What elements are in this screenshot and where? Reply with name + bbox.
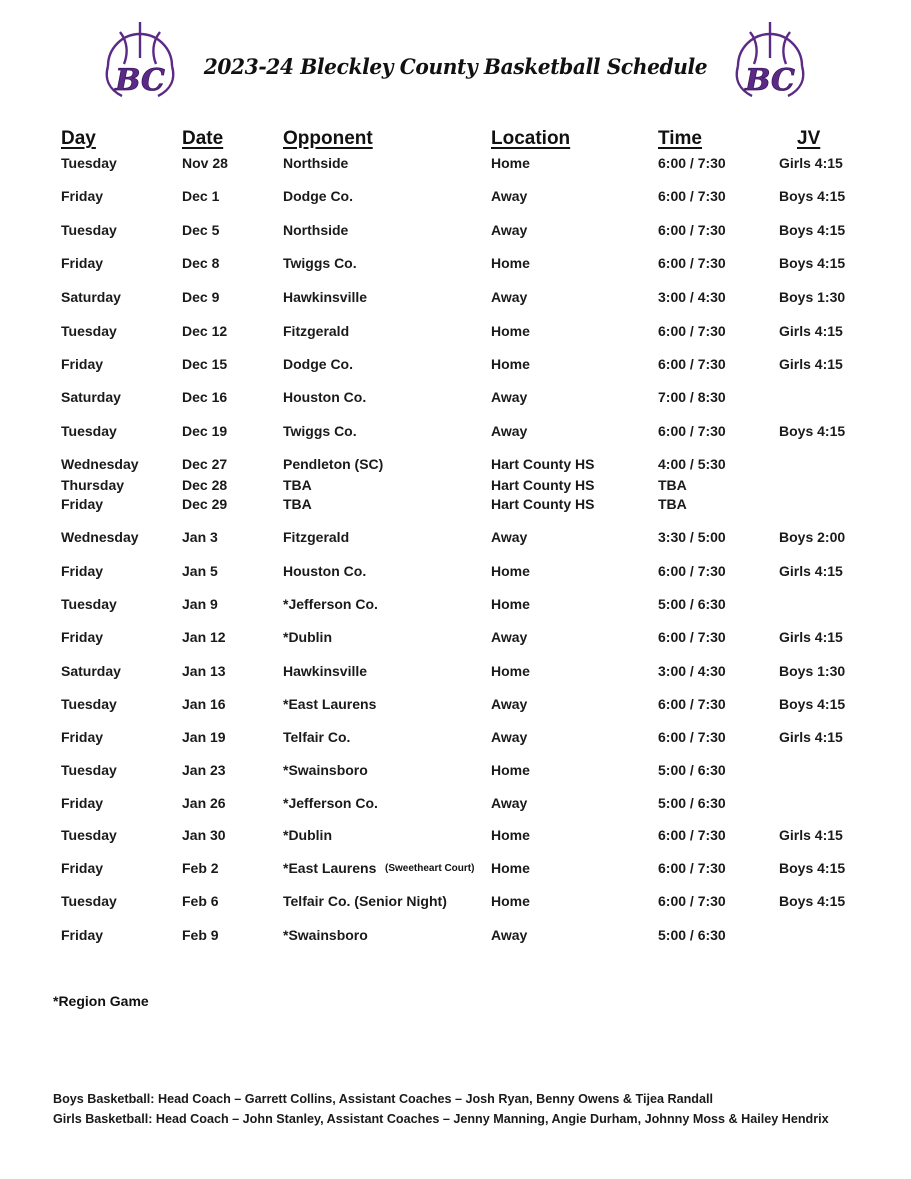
day-cell: Tuesday — [61, 423, 117, 439]
opponent-cell: *Jefferson Co. — [283, 596, 378, 612]
day-cell: Friday — [61, 729, 104, 745]
time-cell: 5:00 / 6:30 — [658, 795, 726, 811]
opponent-cell: Houston Co. — [283, 563, 367, 579]
time-cell: 7:00 / 8:30 — [658, 389, 726, 405]
opponent-cell: Dodge Co. — [283, 188, 353, 204]
day-cell: Wednesday — [61, 456, 139, 472]
column-header-time: Time — [658, 128, 703, 149]
date-cell: Dec 29 — [182, 496, 228, 512]
time-cell: 3:00 / 4:30 — [658, 289, 726, 305]
date-cell: Jan 19 — [182, 729, 226, 745]
date-cell: Dec 9 — [182, 289, 220, 305]
date-cell: Nov 28 — [182, 155, 228, 171]
date-cell: Jan 23 — [182, 762, 226, 778]
location-cell: Home — [491, 762, 530, 778]
opponent-cell: Northside — [283, 155, 349, 171]
table-row — [0, 389, 911, 409]
table-row — [0, 696, 911, 716]
opponent-cell: *East Laurens — [283, 860, 377, 876]
table-row — [0, 663, 911, 683]
opponent-cell: Telfair Co. (Senior Night) — [283, 893, 447, 909]
day-cell: Friday — [61, 860, 104, 876]
table-row — [0, 323, 911, 343]
time-cell: 6:00 / 7:30 — [658, 729, 726, 745]
jv-cell: Boys 4:15 — [779, 188, 846, 204]
time-cell: 6:00 / 7:30 — [658, 155, 726, 171]
boys-coaches-line: Boys Basketball: Head Coach – Garrett Collins, Assistant Coaches – Josh Ryan, Benny Owens & Tijea Randall — [53, 1092, 713, 1106]
location-cell: Hart County HS — [491, 456, 595, 472]
time-cell: 5:00 / 6:30 — [658, 596, 726, 612]
location-cell: Away — [491, 423, 528, 439]
opponent-cell: Hawkinsville — [283, 289, 368, 305]
date-cell: Jan 12 — [182, 629, 226, 645]
time-cell: 3:30 / 5:00 — [658, 529, 726, 545]
time-cell: 6:00 / 7:30 — [658, 827, 726, 843]
location-cell: Home — [491, 860, 530, 876]
table-row — [0, 827, 911, 847]
opponent-cell: Twiggs Co. — [283, 255, 357, 271]
opponent-cell: Hawkinsville — [283, 663, 368, 679]
time-cell: 6:00 / 7:30 — [658, 323, 726, 339]
day-cell: Tuesday — [61, 155, 117, 171]
column-header-day: Day — [61, 128, 96, 149]
table-row — [0, 795, 911, 815]
date-cell: Dec 28 — [182, 477, 228, 493]
day-cell: Thursday — [61, 477, 125, 493]
location-cell: Away — [491, 629, 528, 645]
jv-cell: Boys 1:30 — [779, 663, 846, 679]
location-cell: Away — [491, 696, 528, 712]
jv-cell: Girls 4:15 — [779, 729, 843, 745]
table-row — [0, 596, 911, 616]
table-row — [0, 629, 911, 649]
time-cell: 4:00 / 5:30 — [658, 456, 726, 472]
date-cell: Dec 12 — [182, 323, 228, 339]
table-row — [0, 477, 911, 497]
opponent-cell: Dodge Co. — [283, 356, 353, 372]
date-cell: Jan 5 — [182, 563, 218, 579]
jv-cell: Girls 4:15 — [779, 155, 843, 171]
date-cell: Dec 16 — [182, 389, 228, 405]
jv-cell: Girls 4:15 — [779, 323, 843, 339]
location-cell: Away — [491, 289, 528, 305]
opponent-cell: Pendleton (SC) — [283, 456, 384, 472]
location-cell: Hart County HS — [491, 496, 595, 512]
opponent-cell: *Jefferson Co. — [283, 795, 378, 811]
page-title: 2023-24 Bleckley County Basketball Schedule — [203, 54, 708, 79]
table-row — [0, 860, 911, 880]
table-row — [0, 927, 911, 947]
date-cell: Jan 3 — [182, 529, 218, 545]
time-cell: 6:00 / 7:30 — [658, 563, 726, 579]
logo-text: BC — [745, 63, 795, 98]
location-cell: Home — [491, 663, 530, 679]
jv-cell: Girls 4:15 — [779, 563, 843, 579]
column-header-opponent: Opponent — [283, 128, 373, 149]
date-cell: Jan 9 — [182, 596, 218, 612]
location-cell: Away — [491, 729, 528, 745]
location-cell: Home — [491, 356, 530, 372]
opponent-cell: *East Laurens — [283, 696, 377, 712]
day-cell: Tuesday — [61, 222, 117, 238]
day-cell: Saturday — [61, 289, 121, 305]
time-cell: 6:00 / 7:30 — [658, 188, 726, 204]
time-cell: 6:00 / 7:30 — [658, 222, 726, 238]
day-cell: Tuesday — [61, 827, 117, 843]
date-cell: Dec 5 — [182, 222, 220, 238]
location-cell: Home — [491, 323, 530, 339]
table-row — [0, 222, 911, 242]
date-cell: Dec 15 — [182, 356, 228, 372]
jv-cell: Girls 4:15 — [779, 356, 843, 372]
day-cell: Friday — [61, 629, 104, 645]
time-cell: 6:00 / 7:30 — [658, 423, 726, 439]
opponent-cell: Twiggs Co. — [283, 423, 357, 439]
table-row — [0, 255, 911, 275]
jv-cell: Boys 4:15 — [779, 222, 846, 238]
table-row — [0, 563, 911, 583]
table-row — [0, 423, 911, 443]
jv-cell: Girls 4:15 — [779, 827, 843, 843]
time-cell: 3:00 / 4:30 — [658, 663, 726, 679]
day-cell: Friday — [61, 563, 104, 579]
jv-cell: Boys 4:15 — [779, 255, 846, 271]
time-cell: TBA — [658, 496, 687, 512]
opponent-cell: *Dublin — [283, 629, 332, 645]
day-cell: Tuesday — [61, 762, 117, 778]
location-cell: Home — [491, 563, 530, 579]
date-cell: Feb 6 — [182, 893, 219, 909]
day-cell: Tuesday — [61, 596, 117, 612]
jv-cell: Boys 1:30 — [779, 289, 846, 305]
location-cell: Home — [491, 255, 530, 271]
date-cell: Jan 16 — [182, 696, 226, 712]
region-game-footnote: *Region Game — [53, 993, 149, 1009]
opponent-cell: Fitzgerald — [283, 323, 350, 339]
location-cell: Away — [491, 529, 528, 545]
table-row — [0, 496, 911, 516]
day-cell: Tuesday — [61, 323, 117, 339]
jv-cell: Boys 4:15 — [779, 860, 846, 876]
day-cell: Wednesday — [61, 529, 139, 545]
logo-text: BC — [115, 63, 165, 98]
date-cell: Dec 27 — [182, 456, 228, 472]
column-header-jv: JV — [797, 128, 821, 149]
table-row — [0, 289, 911, 309]
column-header-date: Date — [182, 128, 224, 149]
time-cell: 6:00 / 7:30 — [658, 893, 726, 909]
table-row — [0, 456, 911, 476]
day-cell: Friday — [61, 927, 104, 943]
time-cell: TBA — [658, 477, 687, 493]
table-row — [0, 188, 911, 208]
time-cell: 5:00 / 6:30 — [658, 927, 726, 943]
location-cell: Away — [491, 927, 528, 943]
location-cell: Hart County HS — [491, 477, 595, 493]
time-cell: 6:00 / 7:30 — [658, 629, 726, 645]
jv-cell: Girls 4:15 — [779, 629, 843, 645]
day-cell: Friday — [61, 496, 104, 512]
table-row — [0, 893, 911, 913]
table-row — [0, 356, 911, 376]
location-cell: Home — [491, 596, 530, 612]
opponent-cell: Fitzgerald — [283, 529, 350, 545]
opponent-cell: *Swainsboro — [283, 762, 368, 778]
time-cell: 6:00 / 7:30 — [658, 696, 726, 712]
location-cell: Away — [491, 222, 528, 238]
day-cell: Friday — [61, 255, 104, 271]
location-cell: Away — [491, 795, 528, 811]
date-cell: Jan 13 — [182, 663, 226, 679]
day-cell: Friday — [61, 795, 104, 811]
opponent-note: (Sweetheart Court) — [385, 863, 475, 874]
location-cell: Home — [491, 827, 530, 843]
day-cell: Friday — [61, 356, 104, 372]
opponent-cell: Telfair Co. — [283, 729, 351, 745]
opponent-cell: *Swainsboro — [283, 927, 368, 943]
time-cell: 6:00 / 7:30 — [658, 255, 726, 271]
jv-cell: Boys 2:00 — [779, 529, 846, 545]
column-header-location: Location — [491, 128, 571, 149]
opponent-cell: TBA — [283, 496, 312, 512]
date-cell: Jan 26 — [182, 795, 226, 811]
day-cell: Saturday — [61, 663, 121, 679]
day-cell: Tuesday — [61, 696, 117, 712]
table-row — [0, 529, 911, 549]
location-cell: Away — [491, 188, 528, 204]
jv-cell: Boys 4:15 — [779, 696, 846, 712]
location-cell: Home — [491, 155, 530, 171]
date-cell: Feb 9 — [182, 927, 219, 943]
girls-coaches-line: Girls Basketball: Head Coach – John Stanley, Assistant Coaches – Jenny Manning, Angie Durham, Johnny Moss & Hailey Hendrix — [53, 1112, 829, 1126]
time-cell: 6:00 / 7:30 — [658, 860, 726, 876]
table-row — [0, 762, 911, 782]
day-cell: Saturday — [61, 389, 121, 405]
date-cell: Dec 1 — [182, 188, 220, 204]
date-cell: Dec 19 — [182, 423, 228, 439]
opponent-cell: TBA — [283, 477, 312, 493]
time-cell: 5:00 / 6:30 — [658, 762, 726, 778]
opponent-cell: Northside — [283, 222, 349, 238]
date-cell: Feb 2 — [182, 860, 219, 876]
table-row — [0, 729, 911, 749]
opponent-cell: *Dublin — [283, 827, 332, 843]
day-cell: Tuesday — [61, 893, 117, 909]
date-cell: Dec 8 — [182, 255, 220, 271]
day-cell: Friday — [61, 188, 104, 204]
jv-cell: Boys 4:15 — [779, 893, 846, 909]
table-row — [0, 155, 911, 175]
jv-cell: Boys 4:15 — [779, 423, 846, 439]
location-cell: Home — [491, 893, 530, 909]
location-cell: Away — [491, 389, 528, 405]
time-cell: 6:00 / 7:30 — [658, 356, 726, 372]
opponent-cell: Houston Co. — [283, 389, 367, 405]
date-cell: Jan 30 — [182, 827, 226, 843]
